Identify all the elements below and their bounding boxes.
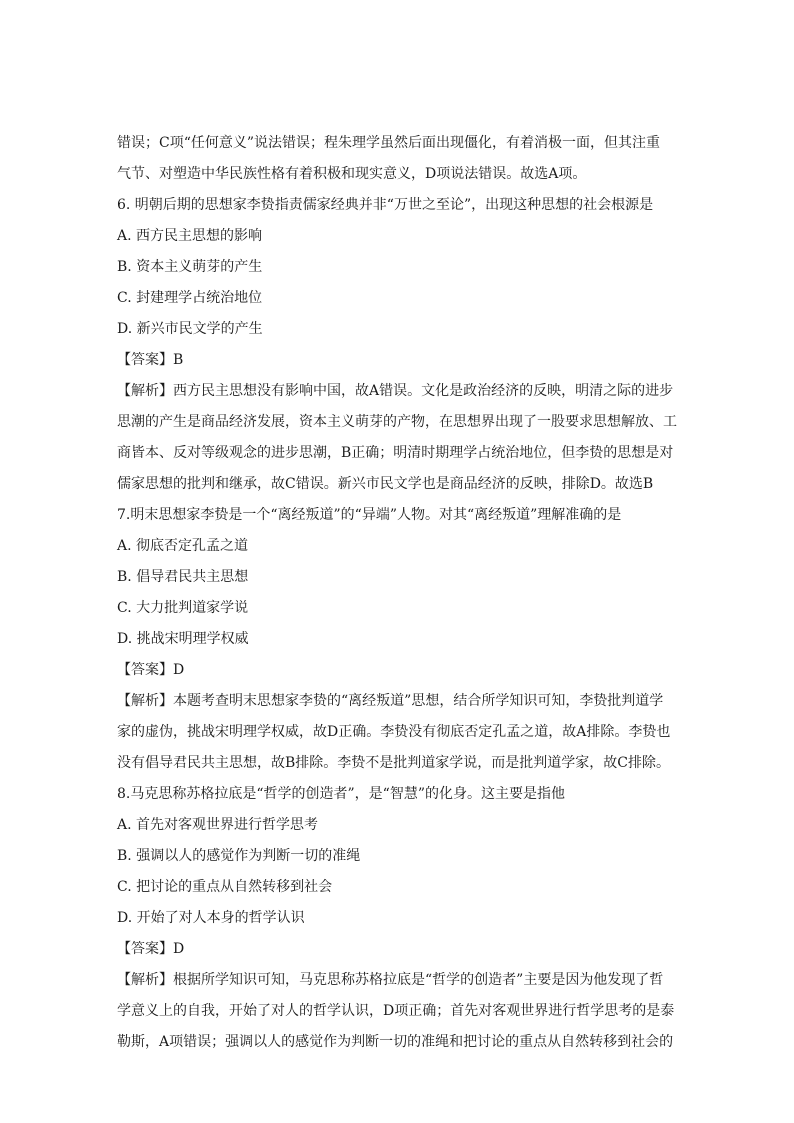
- question-8-option-b: B. 强调以人的感觉作为判断一切的准绳: [117, 848, 361, 864]
- text-line: 气节、对塑造中华民族性格有着积极和现实意义，D项说法错误。故选A项。: [117, 166, 587, 182]
- question-7-stem: 7.明末思想家李贽是一个“离经叛道”的“异端”人物。对其“离经叛道”理解准确的是: [117, 507, 622, 523]
- question-7-analysis: 【解析】本题考查明末思想家李贽的“离经叛道”思想，结合所学知识可知，李贽批判道学: [117, 693, 664, 709]
- document-page: [117, 128, 677, 1058]
- question-6-analysis: 思潮的产生是商品经济发展，资本主义萌芽的产物，在思想界出现了一股要求思想解放、工: [117, 414, 677, 430]
- question-7-analysis: 家的虚伪，挑战宋明理学权威，故D正确。李贽没有彻底否定孔孟之道，故A排除。李贽也: [117, 724, 671, 740]
- question-7-option-a: A. 彻底否定孔孟之道: [117, 538, 249, 554]
- question-6-analysis: 【解析】西方民主思想没有影响中国，故A错误。文化是政治经济的反映，明清之际的进步: [117, 383, 674, 399]
- question-8-option-c: C. 把讨论的重点从自然转移到社会: [117, 879, 333, 895]
- question-8-option-a: A. 首先对客观世界进行哲学思考: [117, 817, 319, 833]
- question-7-option-b: B. 倡导君民共主思想: [117, 569, 249, 585]
- question-8-analysis: 勒斯，A项错误；强调以人的感觉作为判断一切的准绳和把讨论的重点从自然转移到社会的: [117, 1034, 674, 1050]
- text-line: 错误；C项“任何意义”说法错误；程朱理学虽然后面出现僵化，有着消极一面，但其注重: [117, 135, 661, 151]
- question-7-analysis: 没有倡导君民共主思想，故B排除。李贽不是批判道家学说，而是批判道学家，故C排除。: [117, 755, 670, 771]
- question-6-option-c: C. 封建理学占统治地位: [117, 290, 263, 306]
- question-6-analysis: 儒家思想的批判和继承，故C错误。新兴市民文学也是商品经济的反映，排除D。故选B: [117, 476, 654, 492]
- question-8-answer: 【答案】D: [117, 941, 185, 957]
- question-7-option-c: C. 大力批判道家学说: [117, 600, 249, 616]
- question-7-answer: 【答案】D: [117, 662, 185, 678]
- question-8-option-d: D. 开始了对人本身的哲学认识: [117, 910, 305, 926]
- question-6-answer: 【答案】B: [117, 352, 184, 368]
- question-8-stem: 8.马克思称苏格拉底是“哲学的创造者”，是“智慧”的化身。这主要是指他: [117, 786, 565, 802]
- question-6-stem: 6. 明朝后期的思想家李贽指责儒家经典并非“万世之至论”，出现这种思想的社会根源是: [117, 197, 654, 213]
- question-6-option-d: D. 新兴市民文学的产生: [117, 321, 263, 337]
- question-6-option-b: B. 资本主义萌芽的产生: [117, 259, 263, 275]
- question-6-analysis: 商皆本、反对等级观念的进步思潮，B正确；明清时期理学占统治地位，但李贽的思想是对: [117, 445, 674, 461]
- question-8-analysis: 【解析】根据所学知识可知，马克思称苏格拉底是“哲学的创造者”主要是因为他发现了哲: [117, 972, 664, 988]
- question-7-option-d: D. 挑战宋明理学权威: [117, 631, 249, 647]
- question-8-analysis: 学意义上的自我，开始了对人的哲学认识，D项正确；首先对客观世界进行哲学思考的是泰: [117, 1003, 675, 1019]
- question-6-option-a: A. 西方民主思想的影响: [117, 228, 263, 244]
